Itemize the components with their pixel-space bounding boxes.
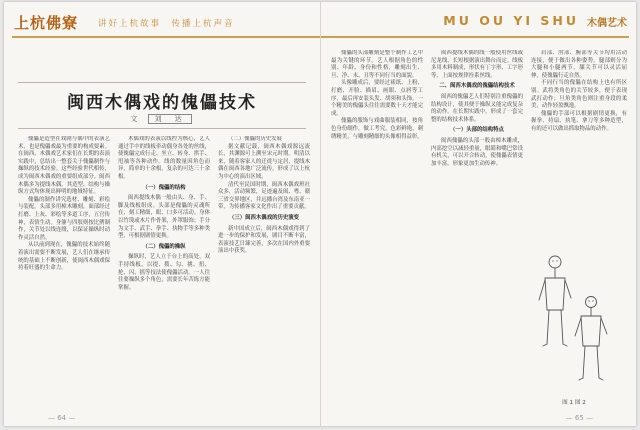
body-paragraph: 闽西傀儡的头部一般由樟木雕成，内部挖空以减轻重量，眼睛和嘴巴常设有机关，可以开合转动，使傀儡表情更加丰富，形象更加生动传神。 [431, 137, 523, 167]
body-paragraph: 从以前到现在，傀儡的技术始终随着演出需要不断发展，艺人们在继承传统的基础上不断创新，使闽西木偶戏保持着旺盛的生命力。 [18, 242, 110, 272]
body-paragraph: 清代至民国时期，闽西木偶戏班社众多，活动频繁，足迹遍及闽、粤、赣三省交界地区，并远播台湾及东南亚一带，为传播客家文化作出了重要贡献。 [218, 181, 310, 211]
section-brand-cn: 木偶艺术 [587, 18, 627, 29]
text-column [531, 50, 627, 246]
body-paragraph: 闽西提线木偶的线一般使用丝线或尼龙线，长短根据演出舞台而定。线板多用木料制成，形状有丁字形、工字形等，上面按规律拴系丝线。 [431, 50, 523, 79]
right-page [320, 2, 637, 426]
figure-caption: 图 1 图 2 [562, 400, 586, 406]
body-paragraph: 木偶戏的表演以线控为核心，艺人通过手中的线板牵动偶身各处的丝线，使傀儡完成行走、坐立、转身、拱手、甩袖等各种动作。线的数量因角色而异，简单的十余根，复杂的可达三十余根。 [118, 136, 210, 180]
magazine-spread [4, 2, 636, 426]
body-paragraph: 傀儡的头部雕刻是整个制作工艺中最为关键的环节。艺人根据角色的性别、年龄、身份和性格，雕刻出生、旦、净、末、丑等不同行当的面貌。 [331, 50, 423, 79]
title-top-rule [18, 82, 306, 83]
byline-prefix: 文 [130, 115, 141, 123]
article-title: 闽西木偶戏的傀儡技术 [67, 93, 257, 113]
body-paragraph: 闽西的傀儡艺人们特别注重傀儡的结构设计，使其便于操纵又能完成复杂的动作。在长期实践中，形成了一套完整的结构技术体系。 [431, 93, 523, 123]
section-heading: （一）傀儡的结构 [142, 184, 186, 191]
body-paragraph: 闽西提线木偶一般由头、身、手、脚及线板组成。头部是傀儡的灵魂所在，刻工精细，眼、口多可活动。身体以竹篾或木片作骨架，外罩服饰；手分为文手、武手、拳手、执物手等多种类型，可根据剧情更换。 [118, 195, 210, 240]
byline [4, 114, 320, 124]
title-bottom-rule [18, 128, 306, 129]
body-paragraph: 操纵时，艺人立于台上的高处，双手持线板，以提、拨、勾、挑、扭、抡、闪、摇等技法使傀儡活动。一人往往要操纵多个角色，需要长年苦练方能掌握。 [118, 254, 210, 291]
body-paragraph: 不同行当的傀儡在结构上也有所区别。武将类角色的关节较多，便于表现武打动作；旦角类角色则注重身段的柔美，动作轻盈飘逸。 [531, 80, 627, 110]
body-paragraph: 傀儡的手部可以根据剧情更换，有握拳、持扇、执笔、拿刀等多种造型，有的还可以做出抓取物品的动作。 [531, 110, 627, 132]
section-heading: （一）头部的结构特点 [450, 127, 504, 134]
puppet-illustration [535, 248, 613, 396]
text-column [18, 136, 110, 404]
puppet-figure [535, 248, 613, 408]
page-number: — 64 — [48, 414, 76, 422]
text-column [118, 136, 210, 404]
body-paragraph: （二）傀儡的历史发展 [228, 136, 282, 142]
magazine-brand: 上杭佛寮 [14, 14, 79, 32]
body-paragraph: 头像雕成后，要经过裱纸、上粉、打磨、开脸、描眉、画眼、点唇等工序，最后再安装头发、胡须和头饰。一个精美的傀儡头往往需要数十天才能完成。 [331, 80, 423, 117]
header-rule [12, 36, 320, 38]
author-name: 刘 达 [148, 114, 192, 124]
section-heading: 二、闽西木偶戏的傀儡结构技术 [439, 83, 515, 90]
text-column [331, 50, 423, 406]
body-paragraph: 据文献记载，闽西木偶戏源远流长，其渊源可上溯至宋元时期。明清以来，随着客家人的迁徙与定居，提线木偶在闽西各地广泛流传，形成了以上杭为中心的演出区域。 [218, 143, 310, 180]
header-rule [321, 36, 629, 38]
body-paragraph: 新中国成立后，闽西木偶戏得到了进一步的保护和发展，剧目不断丰富，表演技艺日臻完善，多次在国内外重要演出中获奖。 [218, 225, 310, 255]
section-heading: （三）闽西木偶戏的历史演变 [228, 214, 300, 221]
body-paragraph: 傀儡的服饰与戏曲服装相同，按角色身份制作，做工考究，色彩鲜艳，刺绣精美，与雕刻精细的头像相得益彰。 [331, 118, 423, 140]
body-paragraph: 傀儡是造型在戏剧与偶中的表演艺术，也是傀儡戏最为重要的构成要素。在闽西，木偶戏艺术家们在长期的表演实践中，总结出一整套关于傀儡制作与操纵的技术经验。这些经验世代相传，成为闽西木偶戏的重要组成部分。闽西木偶多为提线木偶，其造型、结构与操纵方式均体现出鲜明的地域特征。 [18, 136, 110, 196]
body-paragraph: 肩部、肘部、腕部等关节均用活动连接，便于做出各种姿势。腿部则分为大腿和小腿两节，膝关节可以灵活屈伸，使傀儡行走自然。 [531, 50, 627, 79]
section-heading: （二）傀儡的操纵 [142, 243, 186, 250]
text-column [431, 50, 523, 406]
left-page [4, 2, 320, 426]
header-slogan: 讲好上杭故事 传播上杭声音 [98, 19, 235, 29]
text-column [218, 136, 310, 404]
body-paragraph: 傀儡的制作讲究选材、雕刻、彩绘与装配。头部多用樟木雕刻，面部经过打磨、上灰、彩绘等多道工序，五官传神，表情生动。身躯与四肢则按比例制作，关节处以线连缀，以保证操纵时动作灵活自然。 [18, 196, 110, 241]
page-number: — 65 — [565, 414, 593, 422]
section-brand-en: MU OU YI SHU [443, 13, 579, 28]
